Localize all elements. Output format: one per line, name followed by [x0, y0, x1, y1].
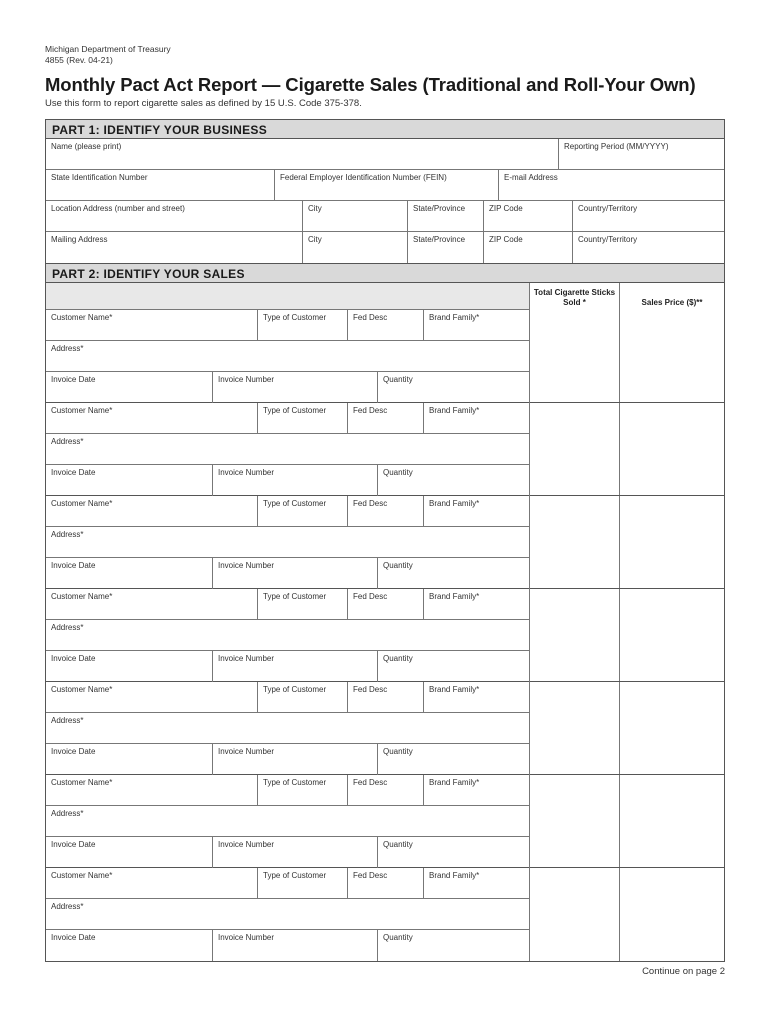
- customer-name-cell: [46, 682, 258, 712]
- total-sticks-sold-cell[interactable]: [530, 310, 620, 402]
- entry-row-invoice: [46, 651, 530, 682]
- fed-desc-label: Fed Desc: [353, 499, 388, 508]
- state-id-label: State Identification Number: [51, 173, 148, 182]
- quantity-label: Quantity: [383, 840, 413, 849]
- invoice-date-label: Invoice Date: [51, 933, 96, 942]
- part1-row-mailing: [46, 232, 724, 263]
- sales-price-cell[interactable]: [620, 403, 724, 495]
- entry-row-address: [46, 434, 530, 465]
- type-of-customer-cell: [258, 403, 348, 433]
- address-label: Address*: [51, 809, 84, 818]
- quantity-cell: [378, 372, 530, 403]
- quantity-field[interactable]: [382, 759, 526, 773]
- part1-row-name: [46, 139, 724, 170]
- fed-desc-cell: [348, 310, 424, 340]
- email-field[interactable]: [503, 184, 720, 198]
- invoice-number-field[interactable]: [217, 759, 373, 773]
- location-label: Location Address (number and street): [51, 204, 185, 213]
- invoice-date-label: Invoice Date: [51, 561, 96, 570]
- invoice-number-cell: [213, 651, 378, 682]
- period-cell: [559, 139, 724, 169]
- address-cell: [46, 341, 530, 371]
- customer-name-cell: [46, 589, 258, 619]
- part1-row-location: [46, 201, 724, 232]
- part2-column-header: [46, 283, 724, 310]
- invoice-date-field[interactable]: [50, 852, 208, 866]
- email-cell: [499, 170, 724, 200]
- fed-desc-field[interactable]: [352, 696, 419, 710]
- fed-desc-field[interactable]: [352, 417, 419, 431]
- address-field[interactable]: [50, 355, 526, 369]
- part2-header-filler: [46, 283, 530, 310]
- customer-name-field[interactable]: [50, 510, 253, 524]
- address-field[interactable]: [50, 820, 526, 834]
- fed-desc-field[interactable]: [352, 603, 419, 617]
- invoice-date-field[interactable]: [50, 759, 208, 773]
- type-of-customer-label: Type of Customer: [263, 313, 327, 322]
- address-field[interactable]: [50, 634, 526, 648]
- invoice-number-cell: [213, 558, 378, 589]
- invoice-number-cell: [213, 465, 378, 496]
- brand-family-field[interactable]: [428, 603, 526, 617]
- invoice-date-cell: [46, 744, 213, 775]
- fein-cell: [275, 170, 499, 200]
- mailing-address-field[interactable]: [50, 247, 298, 261]
- fed-desc-label: Fed Desc: [353, 313, 388, 322]
- invoice-number-label: Invoice Number: [218, 654, 275, 663]
- invoice-date-label: Invoice Date: [51, 747, 96, 756]
- customer-name-label: Customer Name*: [51, 871, 113, 880]
- city-label: City: [308, 204, 322, 213]
- entry-row-invoice: [46, 837, 530, 868]
- quantity-cell: [378, 930, 530, 961]
- quantity-field[interactable]: [382, 945, 526, 959]
- col-price-heading: Sales Price ($)**: [641, 298, 703, 307]
- location-address-field[interactable]: [50, 215, 298, 229]
- invoice-date-cell: [46, 837, 213, 868]
- fed-desc-label: Fed Desc: [353, 406, 388, 415]
- brand-family-cell: [424, 775, 530, 805]
- invoice-date-field[interactable]: [50, 666, 208, 680]
- total-sticks-sold-cell[interactable]: [530, 775, 620, 867]
- sales-price-cell[interactable]: [620, 589, 724, 681]
- country-label: Country/Territory: [578, 235, 638, 244]
- mailing-label: Mailing Address: [51, 235, 108, 244]
- fed-desc-field[interactable]: [352, 882, 419, 896]
- invoice-number-cell: [213, 372, 378, 403]
- quantity-cell: [378, 837, 530, 868]
- location-country-cell: [573, 201, 724, 231]
- type-of-customer-cell: [258, 682, 348, 712]
- quantity-label: Quantity: [383, 747, 413, 756]
- country-label: Country/Territory: [578, 204, 638, 213]
- fed-desc-field[interactable]: [352, 789, 419, 803]
- address-cell: [46, 899, 530, 929]
- type-of-customer-cell: [258, 496, 348, 526]
- invoice-date-label: Invoice Date: [51, 840, 96, 849]
- page-title: Monthly Pact Act Report — Cigarette Sales (Traditional and Roll-Your Own): [45, 74, 696, 95]
- type-of-customer-cell: [258, 310, 348, 340]
- invoice-number-field[interactable]: [217, 945, 373, 959]
- email-label: E-mail Address: [504, 173, 558, 182]
- type-of-customer-label: Type of Customer: [263, 778, 327, 787]
- quantity-field[interactable]: [382, 480, 526, 494]
- state-label: State/Province: [413, 235, 466, 244]
- entry-row-customer: [46, 682, 530, 713]
- type-of-customer-label: Type of Customer: [263, 499, 327, 508]
- entry-row-invoice: [46, 372, 530, 403]
- entry-row-address: [46, 620, 530, 651]
- col-sticks-heading: Total Cigarette Sticks Sold *: [530, 283, 620, 310]
- continue-note: Continue on page 2: [642, 966, 725, 977]
- sales-price-cell[interactable]: [620, 496, 724, 588]
- sales-entry: [46, 403, 724, 496]
- brand-family-field[interactable]: [428, 324, 526, 338]
- invoice-number-label: Invoice Number: [218, 375, 275, 384]
- type-of-customer-field[interactable]: [262, 882, 343, 896]
- sales-entries: [46, 310, 724, 961]
- entry-row-customer: [46, 589, 530, 620]
- part1-section: [45, 119, 725, 264]
- entry-row-address: [46, 341, 530, 372]
- address-label: Address*: [51, 344, 84, 353]
- location-cell: [46, 201, 303, 231]
- total-sticks-sold-cell[interactable]: [530, 403, 620, 495]
- reporting-period-field[interactable]: [563, 153, 720, 167]
- invoice-number-label: Invoice Number: [218, 840, 275, 849]
- invoice-date-label: Invoice Date: [51, 375, 96, 384]
- entry-row-invoice: [46, 744, 530, 775]
- mailing-cell: [46, 232, 303, 263]
- brand-family-field[interactable]: [428, 417, 526, 431]
- type-of-customer-label: Type of Customer: [263, 685, 327, 694]
- location-state-field[interactable]: [412, 215, 479, 229]
- invoice-number-label: Invoice Number: [218, 747, 275, 756]
- quantity-label: Quantity: [383, 933, 413, 942]
- brand-family-field[interactable]: [428, 696, 526, 710]
- city-label: City: [308, 235, 322, 244]
- brand-family-label: Brand Family*: [429, 499, 480, 508]
- quantity-cell: [378, 558, 530, 589]
- fed-desc-label: Fed Desc: [353, 592, 388, 601]
- sales-entry: [46, 589, 724, 682]
- customer-name-label: Customer Name*: [51, 685, 113, 694]
- sales-price-cell[interactable]: [620, 682, 724, 774]
- mailing-country-cell: [573, 232, 724, 263]
- quantity-field[interactable]: [382, 573, 526, 587]
- brand-family-label: Brand Family*: [429, 871, 480, 880]
- fed-desc-label: Fed Desc: [353, 778, 388, 787]
- type-of-customer-field[interactable]: [262, 417, 343, 431]
- sales-entry: [46, 775, 724, 868]
- sales-price-cell[interactable]: [620, 868, 724, 961]
- invoice-date-cell: [46, 465, 213, 496]
- customer-name-field[interactable]: [50, 882, 253, 896]
- brand-family-field[interactable]: [428, 510, 526, 524]
- entry-row-invoice: [46, 558, 530, 589]
- total-sticks-sold-cell[interactable]: [530, 496, 620, 588]
- part1-row-ids: [46, 170, 724, 201]
- invoice-number-field[interactable]: [217, 852, 373, 866]
- agency-header: [45, 44, 171, 66]
- state-id-field[interactable]: [50, 184, 270, 198]
- customer-name-cell: [46, 496, 258, 526]
- invoice-date-cell: [46, 372, 213, 403]
- invoice-date-label: Invoice Date: [51, 654, 96, 663]
- entry-row-address: [46, 713, 530, 744]
- agency-name: Michigan Department of Treasury: [45, 44, 171, 54]
- invoice-number-field[interactable]: [217, 666, 373, 680]
- invoice-date-cell: [46, 651, 213, 682]
- fed-desc-cell: [348, 589, 424, 619]
- fed-desc-cell: [348, 868, 424, 898]
- sales-entry: [46, 868, 724, 961]
- location-zip-cell: [484, 201, 573, 231]
- address-label: Address*: [51, 623, 84, 632]
- customer-name-cell: [46, 310, 258, 340]
- quantity-label: Quantity: [383, 561, 413, 570]
- zip-label: ZIP Code: [489, 204, 523, 213]
- location-zip-field[interactable]: [488, 215, 568, 229]
- invoice-date-cell: [46, 930, 213, 961]
- address-field[interactable]: [50, 727, 526, 741]
- fein-label: Federal Employer Identification Number (FEIN): [280, 173, 447, 182]
- location-country-field[interactable]: [577, 215, 720, 229]
- entry-row-customer: [46, 310, 530, 341]
- invoice-date-label: Invoice Date: [51, 468, 96, 477]
- customer-name-field[interactable]: [50, 417, 253, 431]
- form-subtitle: Use this form to report cigarette sales as defined by 15 U.S. Code 375-378.: [45, 98, 362, 109]
- brand-family-label: Brand Family*: [429, 406, 480, 415]
- sales-price-cell[interactable]: [620, 310, 724, 402]
- invoice-date-field[interactable]: [50, 573, 208, 587]
- quantity-cell: [378, 651, 530, 682]
- fed-desc-field[interactable]: [352, 510, 419, 524]
- type-of-customer-cell: [258, 868, 348, 898]
- entry-row-customer: [46, 496, 530, 527]
- address-cell: [46, 806, 530, 836]
- type-of-customer-cell: [258, 589, 348, 619]
- type-of-customer-field[interactable]: [262, 603, 343, 617]
- quantity-field[interactable]: [382, 666, 526, 680]
- quantity-field[interactable]: [382, 852, 526, 866]
- mailing-city-cell: [303, 232, 408, 263]
- invoice-date-field[interactable]: [50, 387, 208, 401]
- invoice-number-cell: [213, 837, 378, 868]
- quantity-field[interactable]: [382, 387, 526, 401]
- quantity-cell: [378, 465, 530, 496]
- mailing-country-field[interactable]: [577, 247, 720, 261]
- zip-label: ZIP Code: [489, 235, 523, 244]
- period-label: Reporting Period (MM/YYYY): [564, 142, 669, 151]
- entry-row-customer: [46, 403, 530, 434]
- location-city-field[interactable]: [307, 215, 403, 229]
- entry-row-invoice: [46, 465, 530, 496]
- sales-entry: [46, 682, 724, 775]
- customer-name-cell: [46, 775, 258, 805]
- total-sticks-sold-cell[interactable]: [530, 589, 620, 681]
- brand-family-field[interactable]: [428, 789, 526, 803]
- entry-row-customer: [46, 775, 530, 806]
- invoice-number-label: Invoice Number: [218, 933, 275, 942]
- invoice-number-field[interactable]: [217, 573, 373, 587]
- address-cell: [46, 713, 530, 743]
- customer-name-field[interactable]: [50, 603, 253, 617]
- invoice-date-field[interactable]: [50, 480, 208, 494]
- address-field[interactable]: [50, 448, 526, 462]
- brand-family-cell: [424, 403, 530, 433]
- name-field[interactable]: [50, 153, 554, 167]
- entry-row-address: [46, 899, 530, 930]
- customer-name-label: Customer Name*: [51, 778, 113, 787]
- location-city-cell: [303, 201, 408, 231]
- form-number: 4855 (Rev. 04-21): [45, 55, 113, 65]
- address-field[interactable]: [50, 541, 526, 555]
- quantity-label: Quantity: [383, 654, 413, 663]
- mailing-zip-cell: [484, 232, 573, 263]
- brand-family-label: Brand Family*: [429, 778, 480, 787]
- address-cell: [46, 620, 530, 650]
- sales-entry: [46, 496, 724, 589]
- customer-name-cell: [46, 868, 258, 898]
- type-of-customer-label: Type of Customer: [263, 406, 327, 415]
- type-of-customer-field[interactable]: [262, 510, 343, 524]
- total-sticks-sold-cell[interactable]: [530, 682, 620, 774]
- customer-name-field[interactable]: [50, 696, 253, 710]
- customer-name-label: Customer Name*: [51, 313, 113, 322]
- brand-family-label: Brand Family*: [429, 685, 480, 694]
- total-sticks-sold-cell[interactable]: [530, 868, 620, 961]
- brand-family-cell: [424, 868, 530, 898]
- brand-family-cell: [424, 496, 530, 526]
- customer-name-field[interactable]: [50, 789, 253, 803]
- entry-row-address: [46, 806, 530, 837]
- brand-family-cell: [424, 682, 530, 712]
- address-cell: [46, 434, 530, 464]
- type-of-customer-field[interactable]: [262, 789, 343, 803]
- invoice-number-field[interactable]: [217, 387, 373, 401]
- address-field[interactable]: [50, 913, 526, 927]
- customer-name-label: Customer Name*: [51, 406, 113, 415]
- customer-name-cell: [46, 403, 258, 433]
- part2-heading: PART 2: IDENTIFY YOUR SALES: [46, 264, 724, 283]
- location-state-cell: [408, 201, 484, 231]
- fed-desc-cell: [348, 403, 424, 433]
- brand-family-cell: [424, 310, 530, 340]
- type-of-customer-field[interactable]: [262, 324, 343, 338]
- fed-desc-cell: [348, 496, 424, 526]
- entry-row-customer: [46, 868, 530, 899]
- name-label: Name (please print): [51, 142, 122, 151]
- invoice-date-field[interactable]: [50, 945, 208, 959]
- quantity-label: Quantity: [383, 375, 413, 384]
- address-label: Address*: [51, 716, 84, 725]
- part1-heading: PART 1: IDENTIFY YOUR BUSINESS: [46, 120, 724, 139]
- entry-row-invoice: [46, 930, 530, 961]
- brand-family-label: Brand Family*: [429, 592, 480, 601]
- customer-name-field[interactable]: [50, 324, 253, 338]
- fein-field[interactable]: [279, 184, 494, 198]
- invoice-date-cell: [46, 558, 213, 589]
- brand-family-label: Brand Family*: [429, 313, 480, 322]
- address-label: Address*: [51, 437, 84, 446]
- fed-desc-field[interactable]: [352, 324, 419, 338]
- customer-name-label: Customer Name*: [51, 592, 113, 601]
- customer-name-label: Customer Name*: [51, 499, 113, 508]
- invoice-number-cell: [213, 930, 378, 961]
- fed-desc-cell: [348, 682, 424, 712]
- type-of-customer-label: Type of Customer: [263, 592, 327, 601]
- mailing-state-field[interactable]: [412, 247, 479, 261]
- entry-row-address: [46, 527, 530, 558]
- type-of-customer-cell: [258, 775, 348, 805]
- address-label: Address*: [51, 530, 84, 539]
- mailing-state-cell: [408, 232, 484, 263]
- type-of-customer-label: Type of Customer: [263, 871, 327, 880]
- sales-price-cell[interactable]: [620, 775, 724, 867]
- quantity-cell: [378, 744, 530, 775]
- invoice-number-field[interactable]: [217, 480, 373, 494]
- invoice-number-label: Invoice Number: [218, 468, 275, 477]
- type-of-customer-field[interactable]: [262, 696, 343, 710]
- state-id-cell: [46, 170, 275, 200]
- address-cell: [46, 527, 530, 557]
- mailing-city-field[interactable]: [307, 247, 403, 261]
- state-label: State/Province: [413, 204, 466, 213]
- brand-family-field[interactable]: [428, 882, 526, 896]
- part2-section: [45, 263, 725, 962]
- fed-desc-cell: [348, 775, 424, 805]
- invoice-number-label: Invoice Number: [218, 561, 275, 570]
- invoice-number-cell: [213, 744, 378, 775]
- quantity-label: Quantity: [383, 468, 413, 477]
- brand-family-cell: [424, 589, 530, 619]
- mailing-zip-field[interactable]: [488, 247, 568, 261]
- name-cell: [46, 139, 559, 169]
- fed-desc-label: Fed Desc: [353, 685, 388, 694]
- address-label: Address*: [51, 902, 84, 911]
- fed-desc-label: Fed Desc: [353, 871, 388, 880]
- sales-entry: [46, 310, 724, 403]
